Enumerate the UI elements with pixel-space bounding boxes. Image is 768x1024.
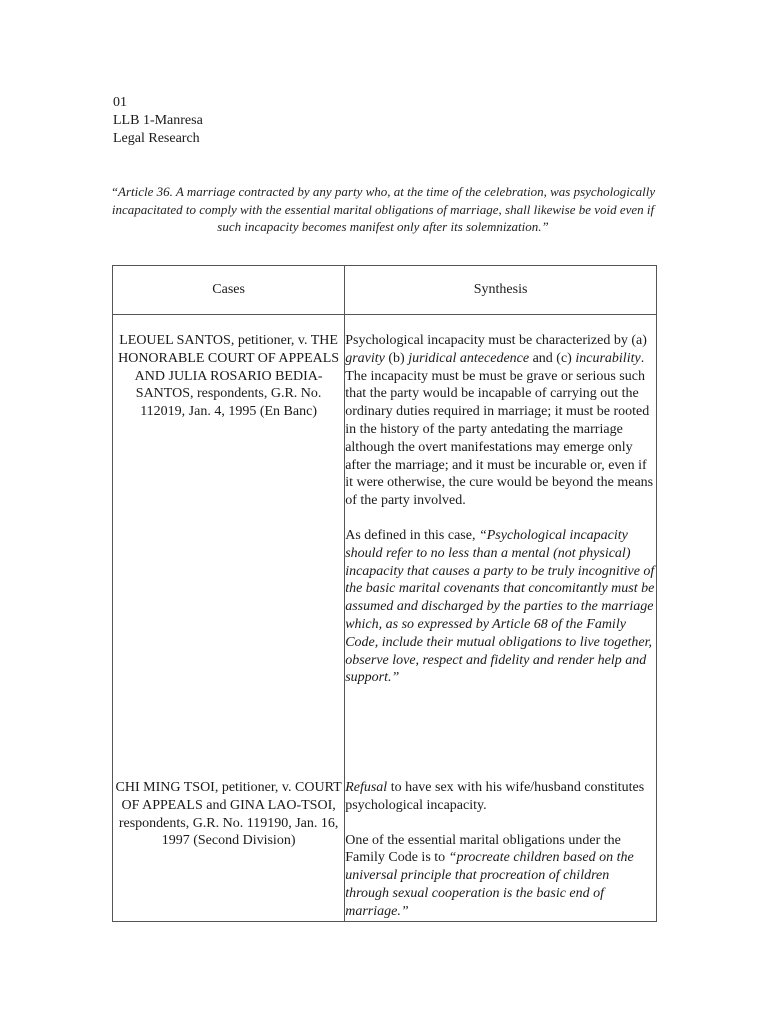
synthesis-text: . The incapacity must be must be grave or serious such that the party would be incapable of carrying out the ordinary duties required in marriage; it must be rooted in the history of the party antedating the marriage although the overt manifestations may emerge only after the marriage; and it must be incurable or, even if it were otherwise, the cure would be beyond the means of the party involved. [345,350,654,509]
synthesis-text: to have sex with his wife/husband constitutes psychological incapacity. [345,780,645,813]
case-block-1 [113,315,344,779]
synthesis-quote: “procreate children based on the universal principle that procreation of children through sexual cooperation is the basic end of marriage.” [345,850,634,919]
synthesis-block-1 [345,315,656,779]
synthesis-paragraph [345,779,656,815]
synthesis-text: and (c) [529,350,576,366]
column-header-synthesis: Synthesis [345,266,657,315]
cases-cell [113,315,345,922]
synthesis-text: Psychological incapacity must be characterized by (a) [345,333,647,348]
cases-table [112,265,657,922]
synthesis-block-2 [345,779,656,921]
case-citation: CHI MING TSOI, petitioner, v. COURT OF APPEALS and GINA LAO-TSOI, respondents, G.R. No. 119190, Jan. 16, 1997 (Second Division) [115,780,342,849]
synthesis-emphasis: gravity [345,350,385,366]
table-row [113,315,657,922]
column-header-cases: Cases [113,266,345,315]
document-subject: Legal Research [113,131,200,146]
synthesis-text: (b) [384,350,409,366]
synthesis-emphasis: juridical antecedence [408,350,530,366]
synthesis-emphasis: incurability [575,350,641,366]
document-number: 01 [113,95,127,110]
synthesis-quote: “Psychological incapacity should refer to no less than a mental (not physical) incapacity that causes a party to be truly incognitive of the basic marital covenants that concomitantly must be assumed and discharged by the parties to the marriage which, as so expressed by Article 68 of the Family Code, include their mutual obligations to live together, observe love, respect and fidelity and render help and support.” [345,527,655,686]
synthesis-paragraph [345,832,656,921]
synthesis-emphasis: Refusal [345,780,388,795]
case-block-2 [113,779,344,850]
synthesis-cell [345,315,657,922]
document-section: LLB 1-Manresa [113,113,203,128]
synthesis-paragraph [345,332,656,510]
synthesis-text: One of the essential marital obligations under the Family Code is to [345,832,621,866]
synthesis-paragraph [345,527,656,687]
table-header-row [113,266,657,315]
synthesis-text: As defined in this case, [345,527,479,543]
article-quote: “Article 36. A marriage contracted by any party who, at the time of the celebration, was psychologically incapacitated to comply with the essential marital obligations of marriage, shall likewise be void even if such incapacity becomes manifest only after its solemnization.” [110,184,656,234]
case-citation: LEOUEL SANTOS, petitioner, v. THE HONORABLE COURT OF APPEALS AND JULIA ROSARIO BEDIA-SANTOS, respondents, G.R. No. 112019, Jan. 4, 1995 (En Banc) [118,333,340,420]
document-header [113,94,203,148]
